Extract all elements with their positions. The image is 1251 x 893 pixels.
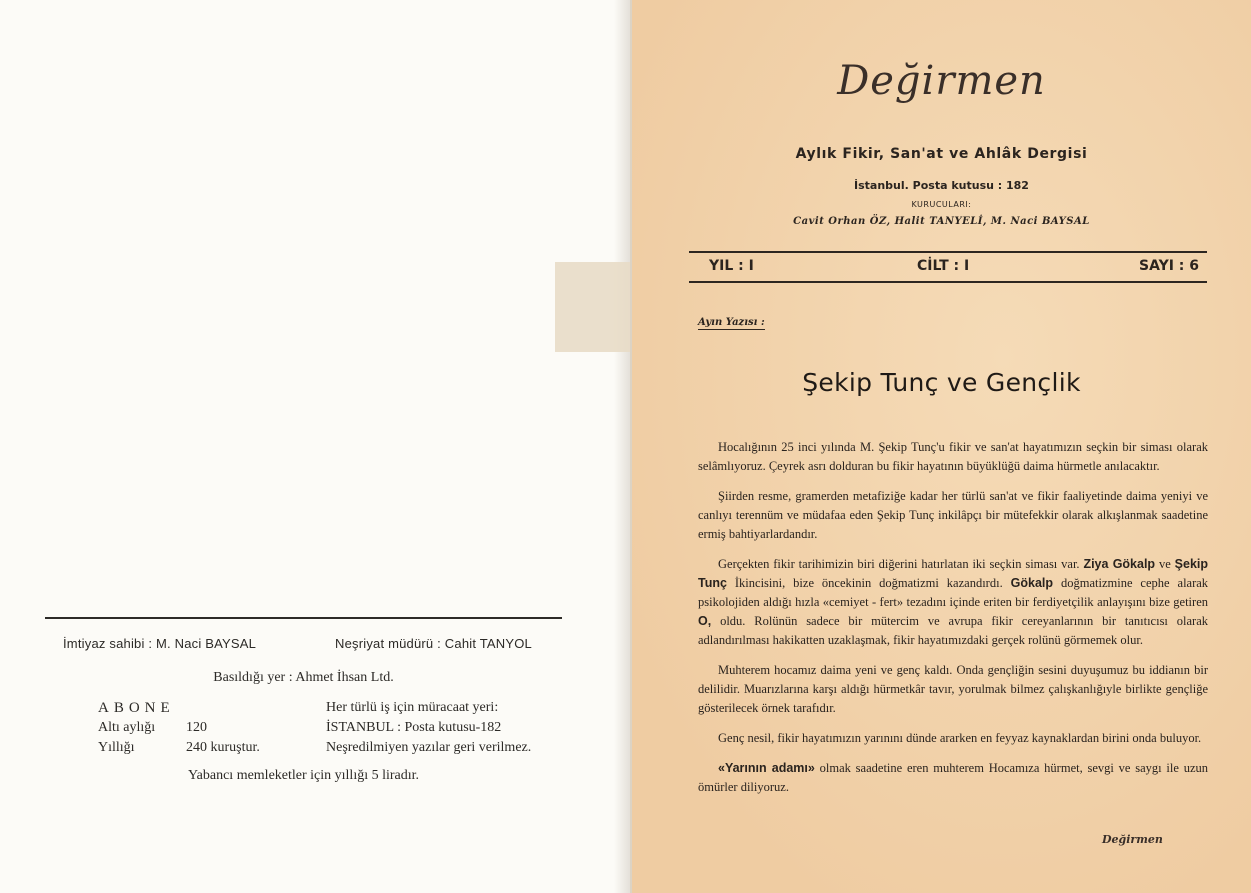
contact-block — [326, 698, 531, 758]
name-sekip-tunc: Şekip Tunç — [698, 557, 1209, 590]
paragraph-1: Hocalığının 25 inci yılında M. Şekip Tunç'u fikir ve san'at hayatımızın seçkin bir siması olarak selâmlıyoruz. Çeyrek asrı dolduran bu fikir hayatının büyüklüğü daima hürmetle anılacaktır. — [698, 440, 1208, 473]
contact-line-1: Her türlü iş için müracaat yeri: — [326, 700, 499, 715]
printer-label: Basıldığı yer : Ahmet İhsan Ltd. — [213, 670, 394, 685]
issue-number: SAYI : 6 — [1138, 258, 1199, 274]
yearly-rate — [98, 738, 260, 758]
yearly-value: 240 kuruştur. — [186, 740, 260, 755]
paragraph-4: Muhterem hocamız daima yeni ve genç kaldı. Onda gençliğin sesini duyuşumuz bu iddianın bir delilidir. Muarızlarına karşı aldığı hürmetkâr tavır, yorulmak bilmez çalışkanlığıyle birlikte gençliğe gösterilecek örnek tarafıdır. — [698, 663, 1208, 715]
p3-text-a: Gerçekten fikir tarihimizin biri diğerini hatırlatan iki seçkin siması var. — [718, 557, 1080, 571]
contact-line-3: Neşredilmiyen yazılar geri verilmez. — [326, 740, 532, 755]
p3-text-b: ve — [1158, 557, 1171, 571]
editor-label: Neşriyat müdürü : Cahit TANYOL — [335, 636, 532, 651]
subscription-title: ABONE — [98, 700, 175, 716]
p3-text-d: doğmatizmine cephe alarak psikolojiden aldığı hızla «cemiyet - fert» tezadını içinde eriten bir ferdiyetçilik anlayışını bize getiren — [698, 576, 1209, 609]
tape-strip — [555, 262, 630, 352]
closing-quote: «Yarının adamı» — [718, 761, 815, 775]
paragraph-2: Şiirden resme, gramerden metafiziğe kadar her türlü san'at ve fikir faaliyetinde daima yeniyi ve canlıyı terennüm ve müdafaa eden Şekip Tunç inkilâpçı bir mütefekkir olarak alkışlanmak saadetine ermiş bahtiyarlardandır. — [698, 489, 1208, 541]
magazine-subtitle: Aylık Fikir, San'at ve Ahlâk Dergisi — [795, 146, 1088, 162]
p3-text-c: İkincisini, bize öncekinin doğmatizmi kazandırdı. — [734, 576, 1003, 590]
six-month-rate — [98, 718, 207, 738]
issue-info — [689, 258, 1207, 276]
section-kicker: Ayın Yazısı : — [698, 317, 765, 328]
six-month-value: 120 — [186, 720, 207, 735]
postal-address: İstanbul. Posta kutusu : 182 — [854, 179, 1029, 192]
founders-label: KURUCULARI: — [911, 200, 972, 209]
six-month-label: Altı aylığı — [98, 720, 156, 735]
issue-rule-bottom — [689, 281, 1207, 283]
founders-names: Cavit Orhan ÖZ, Halit TANYELİ, M. Naci BAYSAL — [793, 216, 1090, 227]
issue-rule-top — [689, 251, 1207, 253]
contact-line-2: İSTANBUL : Posta kutusu-182 — [326, 720, 502, 735]
foreign-rate: Yabancı memleketler için yıllığı 5 liradır. — [187, 768, 420, 783]
name-gokalp: Gökalp — [1010, 576, 1054, 590]
page-fold-shadow — [614, 0, 630, 893]
paragraph-5: Genç nesil, fikir hayatımızın yarınını dünde ararken en feyyaz kaynaklardan birini onda buluyor. — [718, 731, 1202, 745]
issue-volume: CİLT : I — [917, 258, 970, 274]
imprint-divider — [45, 617, 562, 619]
right-page — [632, 0, 1251, 893]
signature-logo: Değirmen — [1102, 833, 1163, 846]
paragraph-6 — [698, 759, 1208, 797]
issue-year: YIL : I — [709, 258, 754, 274]
pronoun-o: O, — [698, 614, 712, 628]
name-ziya-gokalp: Ziya Gökalp — [1083, 557, 1156, 571]
closing-text: olmak saadetine eren muhterem Hocamıza hürmet, sevgi ve saygı ile uzun ömürler diliyoruz. — [698, 761, 1209, 794]
publisher-label: İmtiyaz sahibi : M. Naci BAYSAL — [63, 636, 257, 651]
article-headline: Şekip Tunç ve Gençlik — [802, 368, 1081, 397]
yearly-label: Yıllığı — [98, 740, 135, 755]
masthead-logo: Değirmen — [837, 58, 1046, 104]
article-body — [698, 438, 1208, 808]
paragraph-3 — [698, 555, 1208, 650]
p3-text-e: oldu. Rolünün sadece bir mütercim ve avrupa fikir cereyanlarının bir tanıtıcısı olarak adlandırılması hakikatten uzaklaşmak, fikir hayatımızdaki gerçek rolünü görmemek olur. — [698, 614, 1208, 647]
subscription-block — [98, 698, 260, 758]
